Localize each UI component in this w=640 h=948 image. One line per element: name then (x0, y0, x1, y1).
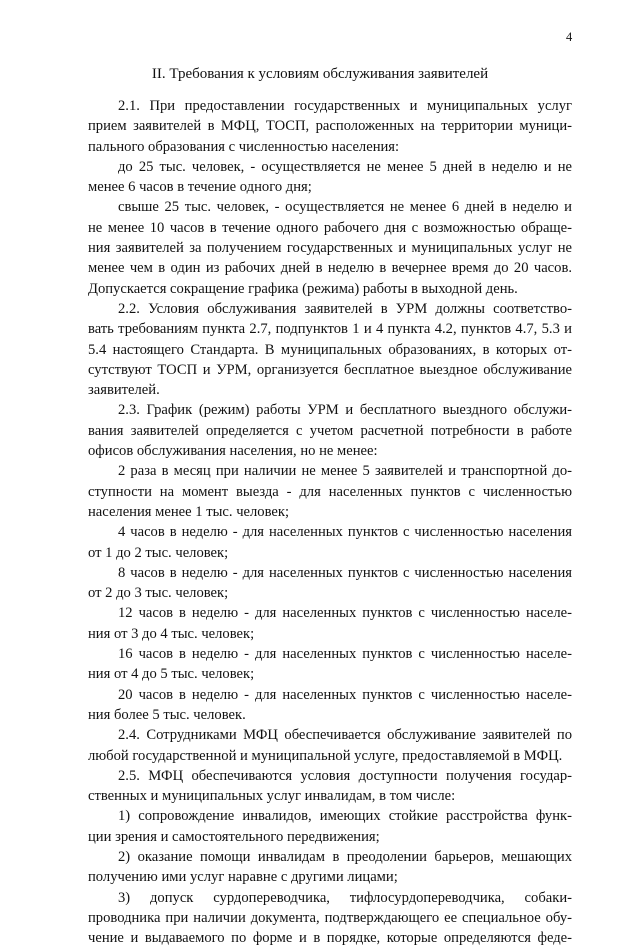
text-line: населения менее 1 тыс. человек; (88, 503, 290, 520)
text-line: ственных и муниципальных услуг инвалидам, в том числе: (88, 788, 456, 805)
text-line: 2) оказание помощи инвалидам в преодолении барьеров, мешающих (118, 848, 572, 865)
text-line: прием заявителей в МФЦ, ТОСП, расположенных на территории муници- (88, 118, 572, 135)
text-line: до 25 тыс. человек, - осуществляется не менее 5 дней в неделю и не (118, 158, 572, 175)
text-line: ния от 3 до 4 тыс. человек; (88, 625, 255, 642)
text-line: сутствуют ТОСП и УРМ, организуется бесплатное выездное обслуживание (88, 361, 572, 378)
page-number: 4 (566, 30, 573, 44)
text-line: вания заявителей определяется с учетом расчетной потребности в работе (88, 422, 572, 439)
text-line: 2.5. МФЦ обеспечиваются условия доступности получения государ- (118, 767, 572, 784)
text-line: ния заявителей за получением государственных и муниципальных услуг не (88, 240, 572, 257)
text-line: вать требованиям пункта 2.7, подпунктов 1 и 4 пункта 4.2, пунктов 4.7, 5.3 и (88, 321, 572, 338)
text-line: пального образования с численностью населения: (88, 138, 400, 155)
text-line: 2.2. Условия обслуживания заявителей в УРМ должны соответство- (118, 300, 572, 317)
text-line: 12 часов в неделю - для населенных пунктов с численностью населе- (118, 605, 572, 622)
document-body (88, 96, 572, 948)
text-line: 1) сопровождение инвалидов, имеющих стойкие расстройства функ- (118, 808, 572, 825)
text-line: офисов обслуживания населения, но не менее: (88, 443, 378, 460)
text-line: 2 раза в месяц при наличии не менее 5 заявителей и транспортной до- (118, 463, 572, 480)
text-line: получению ими услуг наравне с другими лицами; (88, 869, 398, 886)
text-line: ния более 5 тыс. человек. (88, 706, 246, 723)
text-line: 20 часов в неделю - для населенных пунктов с численностью населе- (118, 686, 572, 703)
text-line: Допускается сокращение графика (режима) работы в выходной день. (88, 280, 518, 297)
text-line: 2.4. Сотрудниками МФЦ обеспечивается обслуживание заявителей по (118, 727, 572, 744)
text-line: 3) допуск сурдопереводчика, тифлосурдопереводчика, собаки- (118, 889, 572, 906)
text-line: ступности на момент выезда - для населенных пунктов с численностью (88, 483, 572, 500)
text-line: любой государственной и муниципальной услуге, предоставляемой в МФЦ. (88, 747, 563, 764)
text-line: заявителей. (88, 382, 160, 399)
text-line: менее 6 часов в течение одного дня; (88, 179, 312, 196)
text-line: чение и выдаваемого по форме и в порядке, которые определяются феде- (88, 930, 572, 947)
text-line: 2.3. График (режим) работы УРМ и бесплатного выездного обслужи- (118, 402, 572, 419)
section-heading: II. Требования к условиям обслуживания заявителей (151, 66, 489, 82)
text-line: проводника при наличии документа, подтверждающего ее специальное обу- (88, 909, 572, 926)
text-line: ния от 4 до 5 тыс. человек; (88, 666, 255, 683)
text-line: не менее 10 часов в течение одного рабочего дня с возможностью обраще- (88, 219, 572, 236)
text-line: от 2 до 3 тыс. человек; (88, 585, 229, 602)
text-line: 8 часов в неделю - для населенных пунктов с численностью населения (118, 564, 572, 581)
text-line: 5.4 настоящего Стандарта. В муниципальных образованиях, в которых от- (88, 341, 572, 358)
text-line: ции зрения и самостоятельного передвижения; (88, 828, 380, 845)
text-line: от 1 до 2 тыс. человек; (88, 544, 229, 561)
text-line: 2.1. При предоставлении государственных и муниципальных услуг (118, 98, 572, 114)
text-line: свыше 25 тыс. человек, - осуществляется не менее 6 дней в неделю и (118, 199, 572, 216)
text-line: 4 часов в неделю - для населенных пунктов с численностью населения (118, 524, 572, 541)
text-line: менее чем в один из рабочих дней в неделю в вечернее время до 20 часов. (88, 260, 572, 277)
text-line: 16 часов в неделю - для населенных пунктов с численностью населе- (118, 646, 572, 663)
